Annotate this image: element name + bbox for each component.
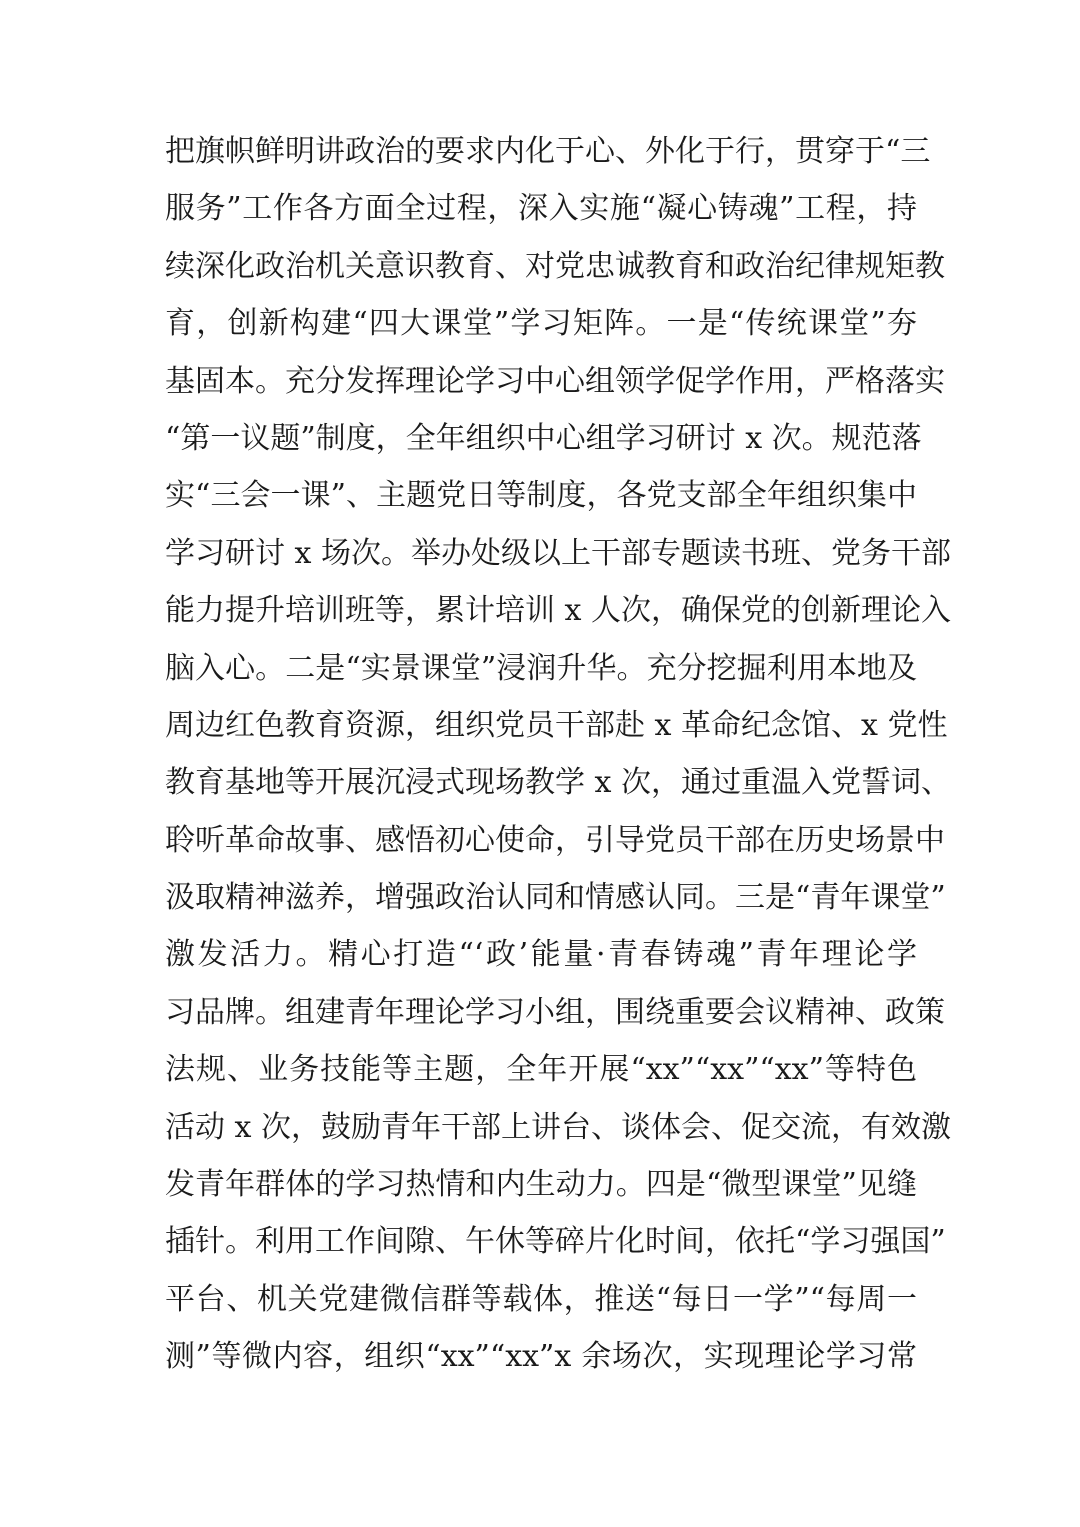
text-line: 测”等微内容，组织“xx”“xx”x 余场次，实现理论学习常 (165, 1339, 917, 1375)
text-line: 脑入心。二是“实景课堂”浸润升华。充分挖掘利用本地及 (165, 650, 917, 686)
text-line: “第一议题”制度，全年组织中心组学习研讨 x 次。规范落 (165, 420, 922, 456)
text-line: 法规、业务技能等主题，全年开展“xx”“xx”“xx”等特色 (165, 1052, 917, 1088)
text-line: 续深化政治机关意识教育、对党忠诚教育和政治纪律规矩教 (165, 248, 945, 284)
text-line: 基固本。充分发挥理论学习中心组领学促学作用，严格落实 (165, 363, 945, 399)
text-line: 实“三会一课”、主题党日等制度，各党支部全年组织集中 (165, 478, 917, 514)
text-line: 活动 x 次，鼓励青年干部上讲台、谈体会、促交流，有效激 (165, 1109, 951, 1145)
text-line: 把旗帜鲜明讲政治的要求内化于心、外化于行，贯穿于“三 (165, 134, 931, 169)
text-line: 发青年群体的学习热情和内生动力。四是“微型课堂”见缝 (165, 1167, 917, 1203)
text-line: 汲取精神滋养，增强政治认同和情感认同。三是“青年课堂” (165, 880, 946, 916)
body-paragraph (165, 123, 951, 1386)
text-line: 插针。利用工作间隙、午休等碎片化时间，依托“学习强国” (165, 1224, 946, 1260)
text-line: 学习研讨 x 场次。举办处级以上干部专题读书班、党务干部 (165, 535, 951, 571)
text-line: 激发活力。精心打造“‘政’能量·青春铸魂”青年理论学 (165, 937, 917, 973)
text-line: 习品牌。组建青年理论学习小组，围绕重要会议精神、政策 (165, 994, 945, 1030)
text-line: 周边红色教育资源，组织党员干部赴 x 革命纪念馆、x 党性 (165, 707, 948, 743)
text-line: 育，创新构建“四大课堂”学习矩阵。一是“传统课堂”夯 (165, 306, 917, 342)
text-line: 聆听革命故事、感悟初心使命，引导党员干部在历史场景中 (165, 822, 945, 858)
text-line: 教育基地等开展沉浸式现场教学 x 次，通过重温入党誓词、 (165, 765, 951, 801)
text-line: 能力提升培训班等，累计培训 x 人次，确保党的创新理论入 (165, 593, 951, 629)
text-line: 服务”工作各方面全过程，深入实施“凝心铸魂”工程，持 (165, 191, 917, 227)
text-line: 平台、机关党建微信群等载体，推送“每日一学”“每周一 (165, 1281, 917, 1317)
